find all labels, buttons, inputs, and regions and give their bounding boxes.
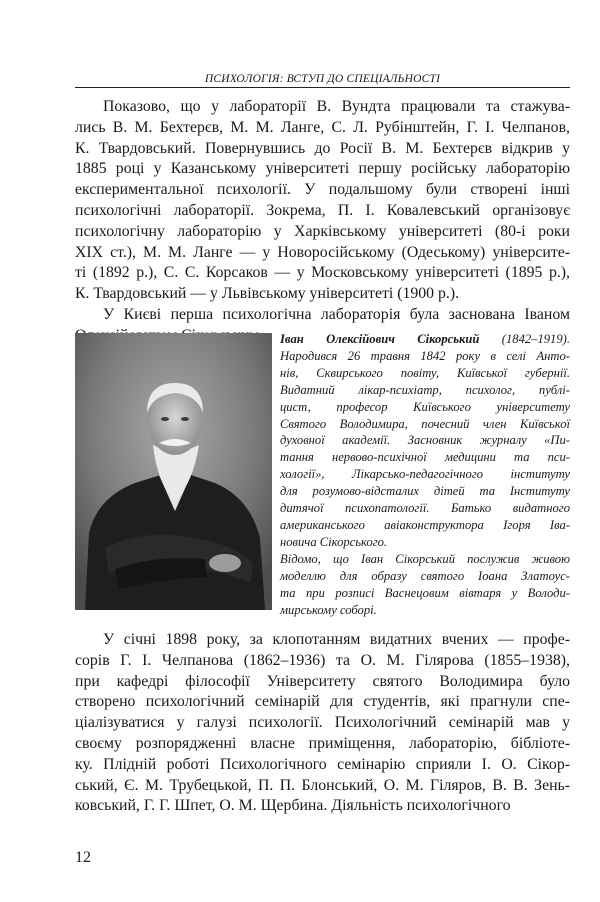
paragraph-seminary <box>75 630 570 817</box>
text-line: ський, Є. М. Трубецькой, П. П. Блонський, О. М. Гіляров, В. В. Зень- <box>75 776 570 794</box>
text-line: психологічні лабораторії. Зокрема, П. І. Ковалевський організовує <box>75 201 570 219</box>
text-line: експериментальної психології. У подальшому були створені інші <box>75 181 570 199</box>
paragraph-wundt-laboratories <box>75 97 570 305</box>
text-line: К. Твардовський. Повернувшись до Росії В. М. Бехтерєв відкрив у <box>75 139 570 157</box>
caption-life-dates: (1842–1919). <box>479 332 570 346</box>
text-line: 1885 році у Казанському університеті першу російську лабораторію <box>75 160 570 178</box>
text-line: лись В. М. Бехтерєв, М. М. Ланге, С. Л. Рубінштейн, Г. І. Челпанов, <box>75 118 570 136</box>
text-line: ті (1892 р.), С. С. Корсаков — у Московському університеті (1895 р.), <box>75 264 570 282</box>
caption-line: новича Сікорського. <box>280 534 388 549</box>
caption-person-name: Іван Олексійович Сікорський <box>280 332 480 346</box>
caption-title-line <box>280 331 570 348</box>
caption-line: моделлю для образу святого Іоана Златоус- <box>280 568 570 583</box>
caption-line: цист, професор Київського університету <box>280 399 570 414</box>
text-line: ціалізуватися у галузі психології. Психологічний семінарій мав у <box>75 714 570 732</box>
running-title: ПСИХОЛОГІЯ: ВСТУП ДО СПЕЦІАЛЬНОСТІ <box>204 73 441 85</box>
text-line: У Києві перша психологічна лабораторія була заснована Іваном <box>103 306 570 323</box>
text-line: XIX ст.), М. М. Ланге — у Новоросійському (Одеському) університе- <box>75 243 570 261</box>
caption-line: тання нервово-психічної медицини та пси- <box>280 450 570 465</box>
caption-line: мирському соборі. <box>280 602 377 617</box>
caption-line: дитячої психопатології. Батько видатного <box>280 501 570 516</box>
text-line: створено психологічний семінарій для студентів, які прагнули спе- <box>75 693 570 711</box>
text-line: при кафедрі філософії Університету святого Володимира було <box>75 672 570 690</box>
caption-line: для розумово-відсталих дітей та Інституту <box>280 484 570 499</box>
text-line: сорів Г. І. Челпанова (1862–1936) та О. М. Гілярова (1855–1938), <box>75 651 570 669</box>
portrait-photo <box>75 333 272 610</box>
text-line: ковський, Г. Г. Шпет, О. М. Щербина. Діяльність психологічного <box>75 797 511 815</box>
text-line: психологічну лабораторію у Харківському університеті (80-і роки <box>75 222 570 240</box>
caption-line: американського авіаконструктора Ігоря Іва- <box>280 517 570 532</box>
text-line: Показово, що у лабораторії В. Вундта працювали та стажува- <box>103 98 570 115</box>
portrait-caption <box>280 331 570 618</box>
caption-line: та при розписі Васнецовим вівтаря у Володи- <box>280 585 570 600</box>
portrait-photo-icon <box>75 333 272 610</box>
text-line: У січні 1898 року, за клопотанням видатних вчених — профе- <box>103 631 570 648</box>
text-line: К. Твардовський — у Львівському університеті (1900 р.). <box>75 285 460 303</box>
caption-line: хології», Лікарсько-педагогічного інституту <box>280 467 570 482</box>
caption-line: Святого Володимира, почесний член Київської <box>280 416 570 431</box>
caption-line: Відомо, що Іван Сікорський послужив живою <box>280 551 570 566</box>
caption-line: духовної академії. Засновник журналу «Пи- <box>280 433 570 448</box>
running-header <box>75 72 570 88</box>
caption-line: нів, Сквирського повіту, Київської губернії. <box>280 365 570 380</box>
text-line: своєму розпорядженні власне приміщення, лабораторію, бібліоте- <box>75 734 570 752</box>
page-number: 12 <box>75 849 91 866</box>
caption-line: Народився 26 травня 1842 року в селі Анто- <box>280 348 570 363</box>
text-line: ку. Плідній роботі Психологічного семінарію сприяли І. О. Сікор- <box>75 755 570 773</box>
caption-line: Видатний лікар-психіатр, психолог, публі- <box>280 382 570 397</box>
